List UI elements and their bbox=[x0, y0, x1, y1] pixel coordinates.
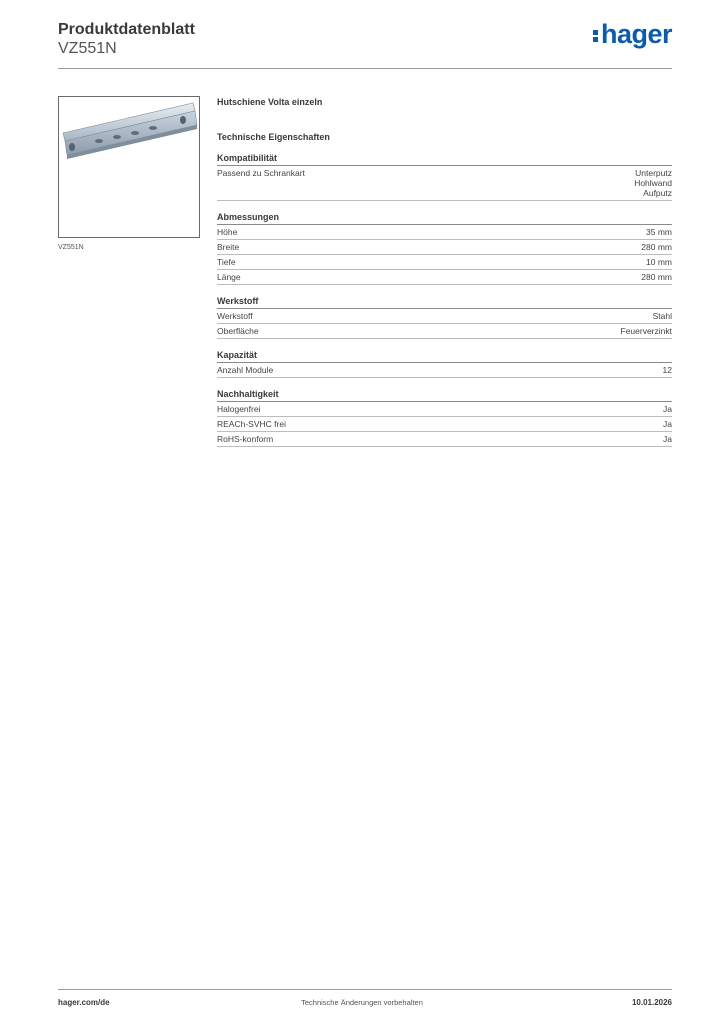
footer-divider bbox=[58, 989, 672, 990]
spec-value-line: 35 mm bbox=[646, 227, 672, 237]
din-rail-icon bbox=[59, 97, 199, 237]
spec-label: RoHS-konform bbox=[217, 434, 274, 444]
spec-value-line: Ja bbox=[663, 404, 672, 414]
spec-value bbox=[634, 168, 672, 198]
section-heading: Werkstoff bbox=[217, 295, 672, 309]
section-heading: Kompatibilität bbox=[217, 152, 672, 166]
spec-value-line: Feuerverzinkt bbox=[620, 326, 672, 336]
spec-row bbox=[217, 225, 672, 240]
spec-value bbox=[641, 272, 672, 282]
product-name: Hutschiene Volta einzeln bbox=[217, 97, 323, 107]
spec-row bbox=[217, 309, 672, 324]
spec-row bbox=[217, 166, 672, 201]
spec-value-line: 280 mm bbox=[641, 272, 672, 282]
spec-value bbox=[663, 365, 672, 375]
spec-label: Halogenfrei bbox=[217, 404, 261, 414]
spec-label: Breite bbox=[217, 242, 240, 252]
spec-value-line: 10 mm bbox=[646, 257, 672, 267]
spec-row bbox=[217, 324, 672, 339]
logo-dots-icon bbox=[593, 30, 598, 42]
section-heading: Kapazität bbox=[217, 349, 672, 363]
spec-row bbox=[217, 240, 672, 255]
spec-label: Länge bbox=[217, 272, 241, 282]
product-details bbox=[217, 96, 672, 457]
spec-label: Höhe bbox=[217, 227, 238, 237]
spec-row bbox=[217, 363, 672, 378]
spec-label: Passend zu Schrankart bbox=[217, 168, 305, 178]
spec-row bbox=[217, 417, 672, 432]
spec-value bbox=[663, 404, 672, 414]
spec-value-line: Unterputz bbox=[635, 168, 672, 178]
spec-section bbox=[217, 349, 672, 378]
footer-website[interactable]: hager.com/de bbox=[58, 998, 110, 1007]
section-heading: Abmessungen bbox=[217, 211, 672, 225]
hager-logo bbox=[593, 20, 672, 48]
article-number: VZ551N bbox=[58, 40, 117, 57]
spec-value bbox=[641, 242, 672, 252]
image-caption: VZ551N bbox=[58, 244, 84, 251]
spec-label: Werkstoff bbox=[217, 311, 253, 321]
spec-row bbox=[217, 255, 672, 270]
spec-row bbox=[217, 432, 672, 447]
spec-section bbox=[217, 211, 672, 285]
footer-disclaimer: Technische Änderungen vorbehalten bbox=[301, 998, 423, 1007]
spec-value-line: Aufputz bbox=[643, 188, 672, 198]
spec-section bbox=[217, 388, 672, 447]
spec-value bbox=[653, 311, 672, 321]
header-divider bbox=[58, 68, 672, 69]
product-image bbox=[58, 96, 200, 238]
spec-value-line: Ja bbox=[663, 434, 672, 444]
spec-label: Anzahl Module bbox=[217, 365, 274, 375]
spec-value bbox=[646, 257, 672, 267]
spec-value-line: 280 mm bbox=[641, 242, 672, 252]
tech-heading: Technische Eigenschaften bbox=[217, 132, 330, 142]
spec-row bbox=[217, 402, 672, 417]
spec-label: Oberfläche bbox=[217, 326, 259, 336]
spec-value-line: Ja bbox=[663, 419, 672, 429]
footer-date: 10.01.2026 bbox=[631, 998, 672, 1007]
spec-value bbox=[663, 434, 672, 444]
spec-section bbox=[217, 152, 672, 201]
spec-value bbox=[621, 326, 673, 336]
spec-value bbox=[663, 419, 672, 429]
logo-text: hager bbox=[600, 19, 672, 49]
spec-value-line: Hohlwand bbox=[634, 178, 672, 188]
spec-label: Tiefe bbox=[217, 257, 236, 267]
spec-value bbox=[646, 227, 672, 237]
document-title: Produktdatenblatt bbox=[58, 21, 195, 38]
spec-value-line: Stahl bbox=[652, 311, 672, 321]
spec-value-line: 12 bbox=[662, 365, 672, 375]
spec-sections bbox=[217, 152, 672, 447]
spec-section bbox=[217, 295, 672, 339]
section-heading: Nachhaltigkeit bbox=[217, 388, 672, 402]
page-header bbox=[58, 20, 672, 68]
spec-label: REACh-SVHC frei bbox=[217, 419, 286, 429]
spec-row bbox=[217, 270, 672, 285]
